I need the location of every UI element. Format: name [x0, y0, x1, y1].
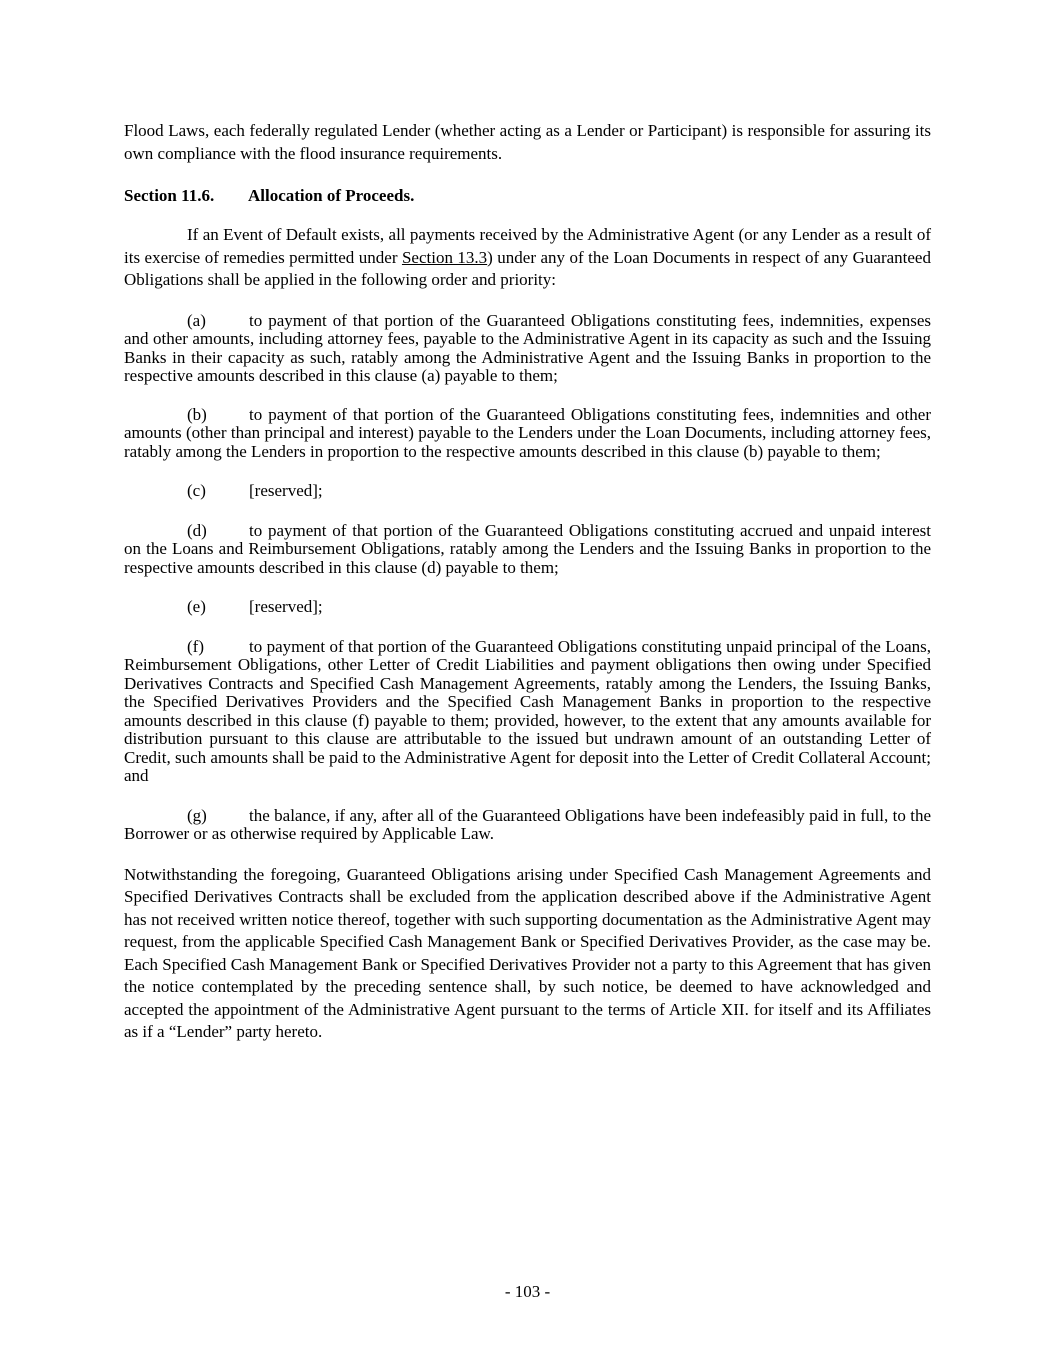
clause-f	[124, 638, 931, 786]
clause-label: (f)	[187, 636, 204, 656]
clause-b	[124, 406, 931, 462]
section-title: Allocation of Proceeds.	[248, 186, 415, 205]
clause-a	[124, 312, 931, 386]
section-number: Section 11.6.	[124, 186, 215, 205]
clause-g	[124, 807, 931, 844]
lead-paragraph-text-start: If an Event of Default exists, all payments received by the Administrative Agent (or any Lender as a result of its exercise of remedies permitted under	[124, 225, 931, 267]
document-body	[124, 120, 931, 1044]
clause-text: [reserved];	[249, 481, 323, 500]
clause-text: to payment of that portion of the Guaranteed Obligations constituting fees, indemnities and other amounts (other than principal and interest) payable to the Lenders under the Loan Documents, including attorney fees, ratably among the Lenders in proportion to the respective amounts described in this clause (b) payable to them;	[124, 404, 931, 461]
closing-paragraph: Notwithstanding the foregoing, Guaranteed Obligations arising under Specified Cash Management Agreements and Specified Derivatives Contracts shall be excluded from the application described above if the Administrative Agent has not received written notice thereof, together with such supporting documentation as the Administrative Agent may request, from the applicable Specified Cash Management Bank or Specified Derivatives Provider, as the case may be. Each Specified Cash Management Bank or Specified Derivatives Provider not a party to this Agreement that has given the notice contemplated by the preceding sentence shall, by such notice, be deemed to have acknowledged and accepted the appointment of the Administrative Agent pursuant to the terms of Article XII. for itself and its Affiliates as if a “Lender” party hereto.	[124, 864, 931, 1041]
clause-e	[124, 598, 931, 617]
section-heading	[124, 185, 931, 207]
clause-text: to payment of that portion of the Guaranteed Obligations constituting unpaid principal of the Loans, Reimbursement Obligations, other Letter of Credit Liabilities and payment obligations then owing under Specified Derivatives Contracts and Specified Cash Management Agreements, ratably among the Lenders, the Issuing Banks, the Specified Derivatives Providers and the Specified Cash Management Banks in proportion to the respective amounts described in this clause (f) payable to them; provided, however, to the extent that any amounts available for distribution pursuant to this clause are attributable to the issued but undrawn amount of an outstanding Letter of Credit, such amounts shall be paid to the Administrative Agent for deposit into the Letter of Credit Collateral Account; and	[124, 636, 931, 785]
lead-paragraph	[124, 224, 931, 292]
section-reference: Section 13.3	[401, 247, 488, 267]
clause-text: to payment of that portion of the Guaranteed Obligations constituting fees, indemnities, expenses and other amounts, including attorney fees, payable to the Administrative Agent in its capacity as such and the Issuing Banks in their capacity as such, ratably among the Administrative Agent and the Issuing Banks in proportion to the respective amounts described in this clause (a) payable to them;	[124, 310, 931, 385]
clause-text: the balance, if any, after all of the Guaranteed Obligations have been indefeasibly paid in full, to the Borrower or as otherwise required by Applicable Law.	[124, 805, 931, 843]
lead-paragraph-text-end: ) under any of the Loan Documents in respect of any Guaranteed Obligations shall be applied in the following order and priority:	[124, 247, 931, 289]
clause-c	[124, 482, 931, 501]
intro-paragraph: Flood Laws, each federally regulated Lender (whether acting as a Lender or Participant) is responsible for assuring its own compliance with the flood insurance requirements.	[124, 121, 931, 163]
clause-label: (c)	[187, 481, 206, 500]
page-number: - 103 -	[504, 1282, 551, 1301]
clause-label: (a)	[187, 310, 206, 330]
clause-label: (b)	[187, 404, 207, 424]
clause-label: (d)	[187, 520, 207, 540]
clause-text: [reserved];	[249, 597, 323, 616]
clause-text: to payment of that portion of the Guaranteed Obligations constituting accrued and unpaid interest on the Loans and Reimbursement Obligations, ratably among the Lenders and the Issuing Banks in proportion to the respective amounts described in this clause (d) payable to them;	[124, 520, 931, 577]
clause-d	[124, 522, 931, 578]
clause-label: (e)	[187, 597, 206, 616]
clause-label: (g)	[187, 805, 207, 825]
